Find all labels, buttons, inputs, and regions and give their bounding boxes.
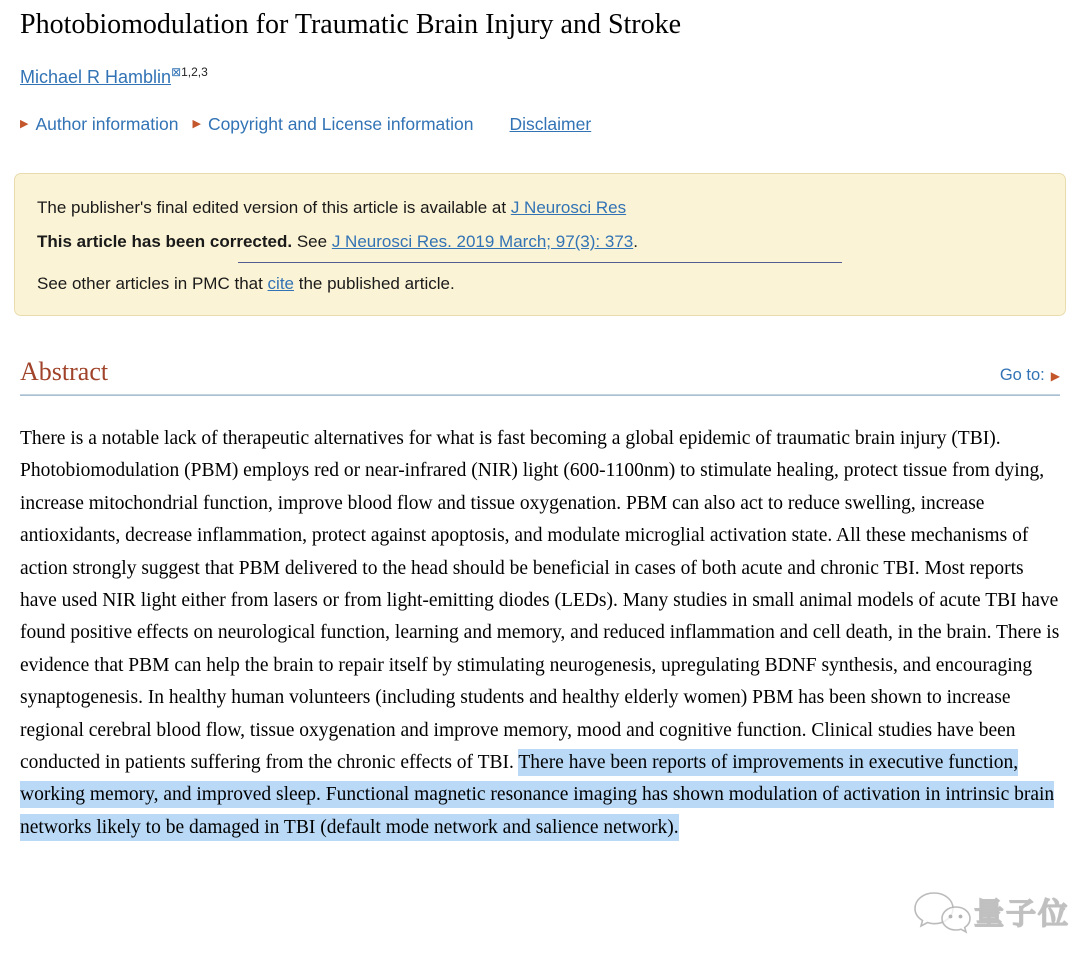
cited-articles-suffix: the published article. xyxy=(294,274,455,293)
expand-triangle-icon: ▶ xyxy=(192,117,201,130)
wechat-logo-icon xyxy=(912,888,972,942)
notice-divider xyxy=(238,262,842,263)
article-title: Photobiomodulation for Traumatic Brain Injury and Stroke xyxy=(20,9,682,40)
article-meta-links xyxy=(20,112,1060,136)
cited-articles-line xyxy=(37,273,1043,295)
journal-link[interactable]: J Neurosci Res xyxy=(510,198,627,217)
abstract-text-highlighted-selection: There have been reports of improvements in executive function, working memory, and improved sleep. Functional magnetic resonance imaging has shown modulation of activation in intrinsic brain networks likely to be damaged in TBI (default mode network and salience network). xyxy=(20,749,1054,841)
correction-period: . xyxy=(633,232,638,251)
goto-triangle-icon: ▶ xyxy=(1050,368,1060,383)
abstract-section-header xyxy=(20,357,1060,387)
go-to-link[interactable]: Go to: xyxy=(999,366,1045,384)
author-information-link[interactable]: Author information xyxy=(35,114,179,134)
abstract-paragraph xyxy=(20,423,1060,844)
copyright-license-link[interactable]: Copyright and License information xyxy=(207,114,474,134)
abstract-heading: Abstract xyxy=(20,357,109,386)
correction-line xyxy=(37,231,1043,253)
correction-see-text: See xyxy=(292,232,332,251)
publisher-notice-box xyxy=(14,173,1066,316)
author-link[interactable]: Michael R Hamblin xyxy=(20,67,172,87)
cited-articles-prefix: See other articles in PMC that xyxy=(37,274,268,293)
cite-link[interactable]: cite xyxy=(267,274,295,293)
correction-bold-text: This article has been corrected. xyxy=(37,232,293,251)
abstract-text-normal: There is a notable lack of therapeutic alternatives for what is fast becoming a global epidemic of traumatic brain injury (TBI). Photobiomodulation (PBM) employs red or near-infrared (NIR) light (600-1100nm) to stimulate healing, protect tissue from dying, increase mitochondrial function, improve blood flow and tissue oxygenation. PBM can also act to reduce swelling, increase antioxidants, decrease inflammation, protect against apoptosis, and modulate microglial activation state. All these mechanisms of action strongly suggest that PBM delivered to the head should be beneficial in cases of both acute and chronic TBI. Most reports have used NIR light either from lasers or from light-emitting diodes (LEDs). Many studies in small animal models of acute TBI have found positive effects on neurological function, learning and memory, and reduced inflammation and cell death, in the brain. There is evidence that PBM can help the brain to repair itself by stimulating neurogenesis, upregulating BDNF synthesis, and encouraging synaptogenesis. In healthy human volunteers (including students and healthy elderly women) PBM has been shown to increase regional cerebral blood flow, tissue oxygenation and improve memory, mood and cognitive function. Clinical studies have been conducted in patients suffering from the chronic effects of TBI. xyxy=(20,428,1060,774)
go-to-control[interactable] xyxy=(1000,366,1060,385)
corresponding-author-envelope-icon[interactable]: ⊠ xyxy=(171,65,182,79)
qbitai-watermark xyxy=(912,888,1070,942)
author-line xyxy=(20,65,1060,89)
correction-citation-link[interactable]: J Neurosci Res. 2019 March; 97(3): 373 xyxy=(331,232,634,251)
expand-triangle-icon: ▶ xyxy=(20,117,29,130)
author-affiliation-numbers: 1,2,3 xyxy=(181,65,208,79)
disclaimer-link[interactable]: Disclaimer xyxy=(509,114,592,134)
qbitai-watermark-text: 量子位 xyxy=(974,898,1070,931)
section-rule xyxy=(20,394,1060,396)
publisher-version-text: The publisher's final edited version of this article is available at xyxy=(37,198,511,217)
publisher-version-line xyxy=(37,197,1043,219)
